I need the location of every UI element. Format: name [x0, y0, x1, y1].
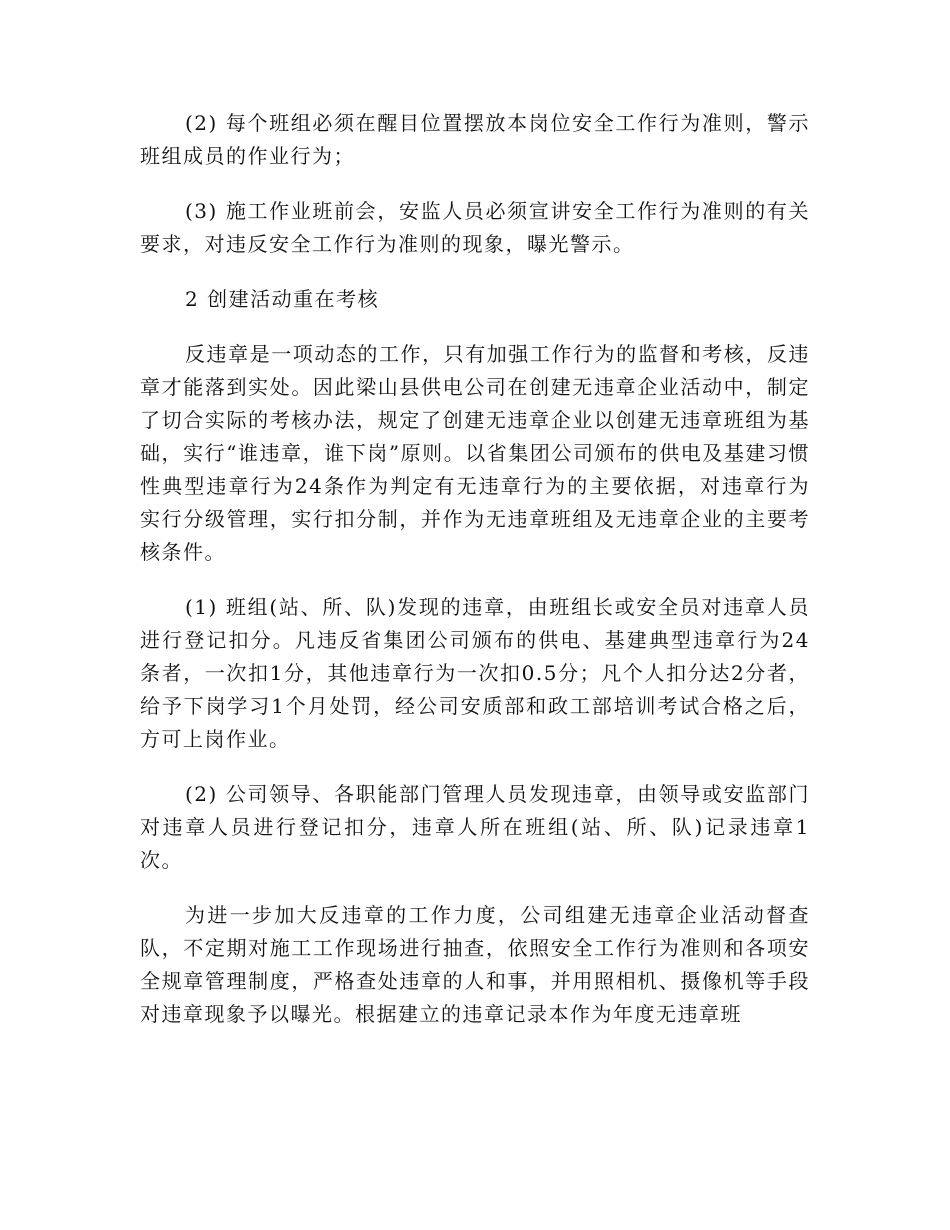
- paragraph-item-2-notice: (2) 每个班组必须在醒目位置摆放本岗位安全工作行为准则，警示班组成员的作业行为；: [140, 111, 810, 168]
- paragraph-assessment: 反违章是一项动态的工作，只有加强工作行为的监督和考核，反违章才能落到实处。因此梁山县供电公司在创建无违章企业活动中，制定了切合实际的考核办法，规定了创建无违章企业以创建无违章班组为基础，实行“谁违章，谁下岗”原则。以省集团公司颁布的供电及基建习惯性典型违章行为24条作为判定有无违章行为的主要依据，对违章行为实行分级管理，实行扣分制，并作为无违章班组及无违章企业的主要考核条件。: [140, 342, 810, 564]
- document-body: [140, 107, 810, 1031]
- paragraph-item-2-management: (2) 公司领导、各职能部门管理人员发现违章，由领导或安监部门对违章人员进行登记扣分，违章人所在班组(站、所、队)记录违章1次。: [140, 782, 810, 872]
- section-heading: 2 创建活动重在考核: [185, 287, 380, 311]
- paragraph-inspection: 为进一步加大反违章的工作力度，公司组建无违章企业活动督查队，不定期对施工工作现场进行抽查，依照安全工作行为准则和各项安全规章管理制度，严格查处违章的人和事，并用照相机、摄像机等手段对违章现象予以曝光。根据建立的违章记录本作为年度无违章班: [140, 903, 810, 1026]
- paragraph-item-1-team: (1) 班组(站、所、队)发现的违章，由班组长或安全员对违章人员进行登记扣分。凡违反省集团公司颁布的供电、基建典型违章行为24条者，一次扣1分，其他违章行为一次扣0.5分；凡个人扣分达2分者，给予下岗学习1个月处罚，经公司安质部和政工部培训考试合格之后，方可上岗作业。: [140, 595, 810, 751]
- paragraph-item-3-meeting: (3) 施工作业班前会，安监人员必须宣讲安全工作行为准则的有关要求，对违反安全工作行为准则的现象，曝光警示。: [140, 199, 810, 256]
